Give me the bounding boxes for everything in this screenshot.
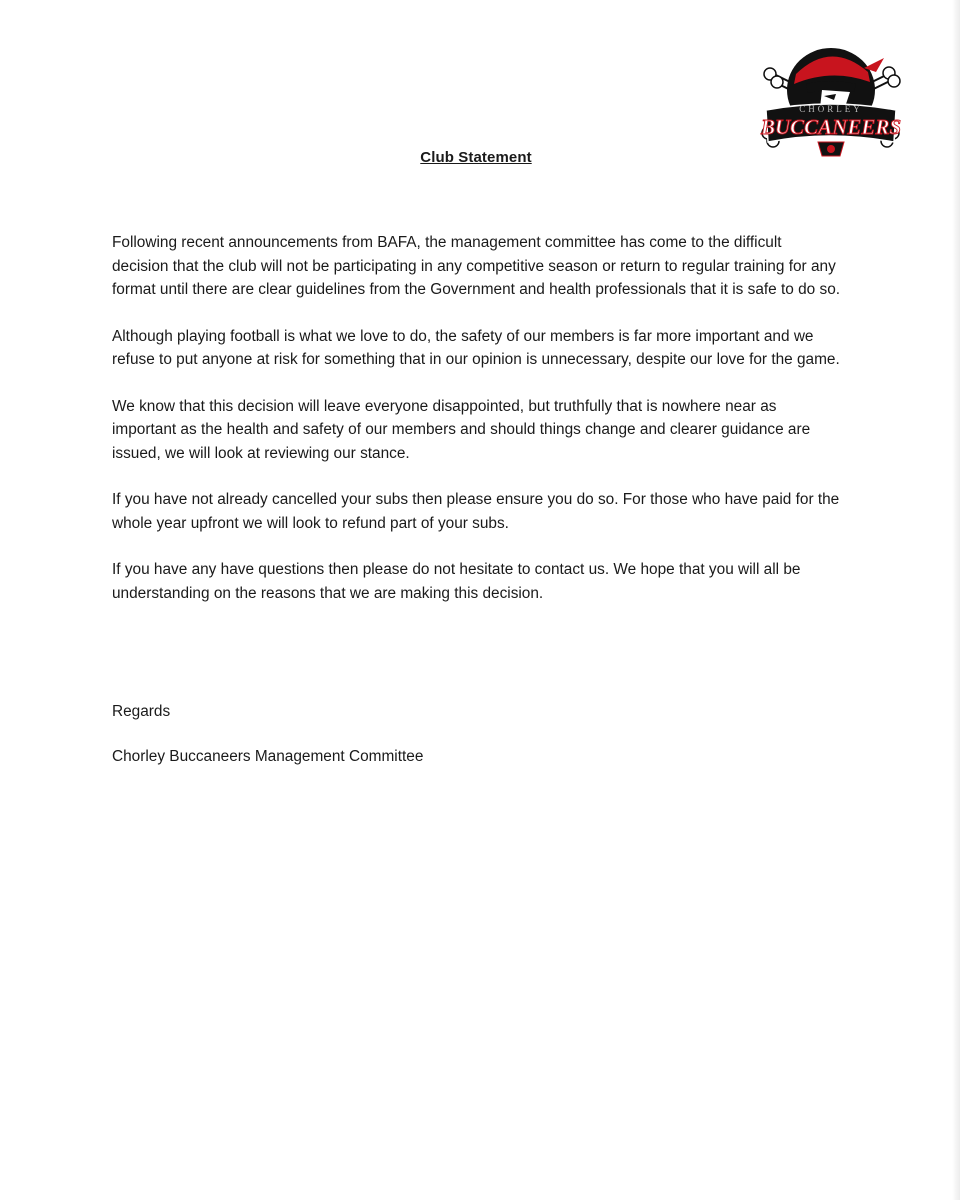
page-edge-shadow bbox=[952, 0, 960, 1200]
logo-banner bbox=[760, 104, 901, 142]
buccaneers-logo bbox=[760, 38, 902, 162]
logo-top-text: CHORLEY bbox=[799, 104, 863, 114]
paragraph: Although playing football is what we love to do, the safety of our members is far more important and we refuse to put anyone at risk for something that in our opinion is unnecessary, despite our love for the game. bbox=[112, 327, 840, 368]
statement-body bbox=[112, 231, 842, 628]
paragraph: If you have not already cancelled your subs then please ensure you do so. For those who have paid for the whole year upfront we will look to refund part of your subs. bbox=[112, 491, 840, 532]
paragraph: We know that this decision will leave everyone disappointed, but truthfully that is nowhere near as important as the health and safety of our members and should things change and clearer guidance are issued, we will look at reviewing our stance. bbox=[112, 397, 811, 462]
signature: Chorley Buccaneers Management Committee bbox=[112, 748, 424, 765]
closing-regards: Regards bbox=[112, 703, 171, 720]
logo-name: BUCCANEERS bbox=[760, 115, 902, 139]
paragraph: Following recent announcements from BAFA, the management committee has come to the difficult decision that the club will not be participating in any competitive season or return to regular training for any format until there are clear guidelines from the Government and health professionals that it is safe to do so. bbox=[112, 234, 841, 298]
paragraph: If you have any have questions then please do not hesitate to contact us. We hope that you will all be understanding on the reasons that we are making this decision. bbox=[112, 561, 801, 602]
document-title: Club Statement bbox=[420, 149, 532, 166]
